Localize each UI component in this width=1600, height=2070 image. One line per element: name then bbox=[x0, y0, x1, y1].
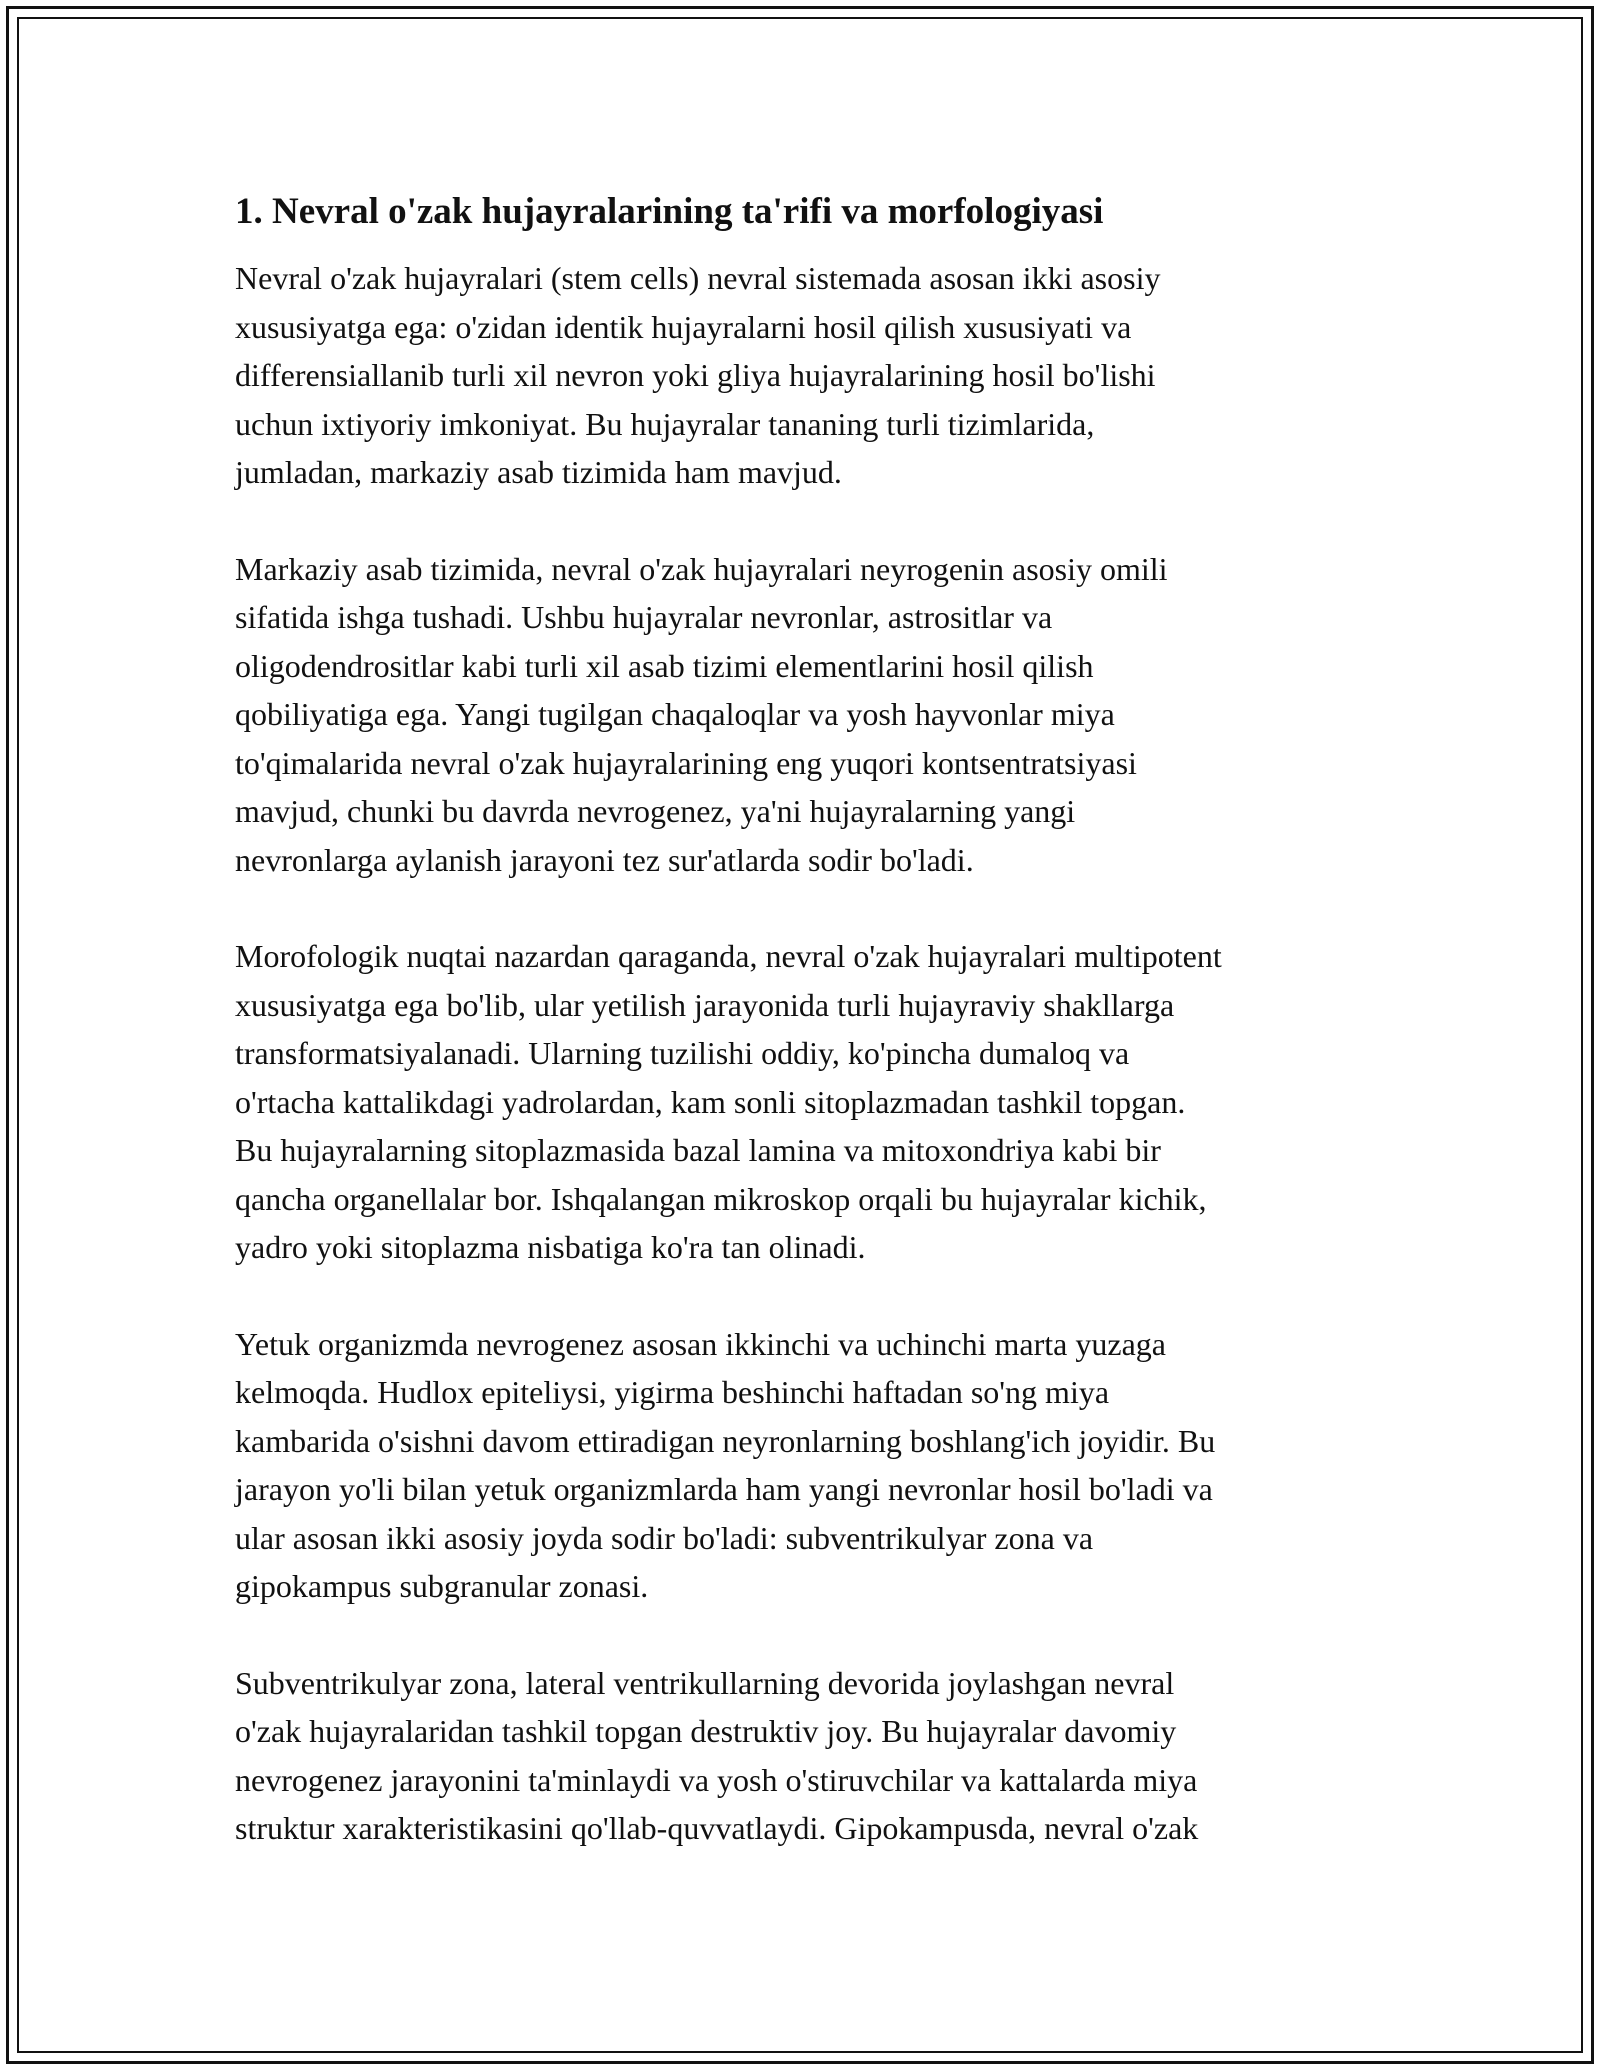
paragraph-2: Markaziy asab tizimida, nevral o'zak hujayralari neyrogenin asosiy omili sifatida ishga tushadi. Ushbu hujayralar nevronlar, astrositlar va oligodendrositlar kabi turli xil asab tizimi elementlarini hosil qilish qobiliyatiga ega. Yangi tugilgan chaqaloqlar va yosh hayvonlar miya to'qimalarida nevral o'zak hujayralarining eng yuqori kontsentratsiyasi mavjud, chunki bu davrda nevrogenez, ya'ni hujayralarning yangi nevronlarga aylanish jarayoni tez sur'atlarda sodir bo'ladi. bbox=[235, 550, 1168, 878]
document-body bbox=[235, 186, 1385, 1901]
paragraph-5: Subventrikulyar zona, lateral ventrikullarning devorida joylashgan nevral o'zak hujayralaridan tashkil topgan destruktiv joy. Bu hujayralar davomiy nevrogenez jarayonini ta'minlaydi va yosh o'stiruvchilar va kattalarda miya struktur xarakteristikasini qo'llab-quvvatlaydi. Gipokampusda, nevral o'zak bbox=[235, 1664, 1199, 1846]
paragraph-3: Morofologik nuqtai nazardan qaraganda, nevral o'zak hujayralari multipotent xususiyatga ega bo'lib, ular yetilish jarayonida turli hujayraviy shakllarga transformatsiyalanadi. Ularning tuzilishi oddiy, ko'pincha dumaloq va o'rtacha kattalikdagi yadrolardan, kam sonli sitoplazmadan tashkil topgan. Bu hujayralarning sitoplazmasida bazal lamina va mitoxondriya kabi bir qancha organellalar bor. Ishqalangan mikroskop orqali bu hujayralar kichik, yadro yoki sitoplazma nisbatiga ko'ra tan olinadi. bbox=[235, 938, 1222, 1265]
paragraph-1: Nevral o'zak hujayralari (stem cells) nevral sistemada asosan ikki asosiy xususiyatga ega: o'zidan identik hujayralarni hosil qilish xususiyati va differensiallanib turli xil nevron yoki gliya hujayralarining hosil bo'lishi uchun ixtiyoriy imkoniyat. Bu hujayralar tananing turli tizimlarida, jumladan, markaziy asab tizimida ham mavjud. bbox=[235, 260, 1161, 490]
paragraph-4: Yetuk organizmda nevrogenez asosan ikkinchi va uchinchi marta yuzaga kelmoqda. Hudlox epiteliysi, yigirma beshinchi haftadan so'ng miya kambarida o'sishni davom ettiradigan neyronlarning boshlang'ich joyidir. Bu jarayon yo'li bilan yetuk organizmlarda ham yangi nevronlar hosil bo'ladi va ular asosan ikki asosiy joyda sodir bo'ladi: subventrikulyar zona va gipokampus subgranular zonasi. bbox=[235, 1325, 1216, 1604]
section-heading: 1. Nevral o'zak hujayralarining ta'rifi va morfologiyasi bbox=[235, 191, 1104, 232]
